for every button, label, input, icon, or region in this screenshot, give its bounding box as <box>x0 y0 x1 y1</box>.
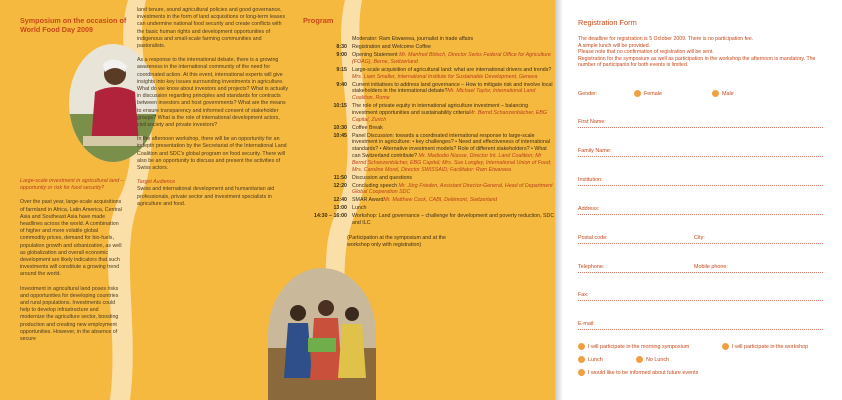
col2-paragraph-2: As a response to the international debate, there is a growing awareness in the international community of the need for coordinated action. At this event, international experts will give insights into key issues surrounding investments in agriculture. What do we know about investors and projects? What is actually in discussion regarding principles and standards for contracts between investors and host governments? What are the means to ensure transparency and informed consent of stakeholder groups? What is the role of international development actors, civil society and private investors? <box>137 57 289 129</box>
program-note: (Participation at the symposium and at the workshop only with registration) <box>347 234 446 248</box>
no-lunch-option[interactable]: No Lunch <box>636 356 669 363</box>
program-desc <box>352 197 555 204</box>
program-time: 13:00 <box>333 205 347 212</box>
program-item <box>303 213 555 227</box>
program-desc <box>352 133 555 174</box>
program-desc <box>352 103 555 123</box>
program-speaker: Mr. Matthew Cock, CABI, Delémont, Switzerland <box>383 197 498 204</box>
program-desc-text: Large-scale acquisition of agricultural land: what are international drivers and trends? <box>352 66 552 73</box>
registration-form <box>578 18 823 69</box>
lunch-option[interactable]: Lunch <box>578 356 603 363</box>
female-option[interactable]: Female <box>634 90 662 97</box>
program-item <box>303 197 555 204</box>
fax-field[interactable]: Fax: <box>578 292 823 301</box>
program-desc <box>352 183 555 197</box>
target-audience-heading: Target Audience <box>137 179 176 186</box>
program-desc-text: Current initiatives to address land governance – How to mitigate risk and involve local stakeholders in the international debate? <box>352 81 553 95</box>
program-desc-text: Registration and Welcome Coffee <box>352 43 432 50</box>
female-radio[interactable] <box>634 90 641 97</box>
intro-line: Please note that no confirmation of registration will be sent. <box>578 49 714 56</box>
program-item <box>303 205 555 212</box>
program-desc-text: Coffee Break <box>352 124 383 131</box>
program-item <box>303 67 555 81</box>
workshop-option[interactable]: I will participate in the workshop <box>722 343 808 350</box>
program-speaker: Mr. Manfred Bötsch, Director Swiss Federal Office for Agriculture (FOAG), Berne, Switzerland <box>352 51 551 65</box>
col1-paragraph-2: Investment in agricultural land poses risks and opportunities for developing countries and rural populations. Investments could help to develop infrastructure and modernize the agriculture sector, boosting production and creating new employment opportunities. However, in the absence of secure <box>20 285 119 343</box>
program-time: 9:40 <box>336 81 347 88</box>
program-desc <box>352 175 555 182</box>
intro-line: Registration for the symposium as well as participation in the workshop the afternoon is mandatory. The number of participants for both events is limited. <box>578 55 816 69</box>
family-name-field[interactable]: Family Name: <box>578 148 823 157</box>
program-desc <box>352 82 555 102</box>
program-time: 12:20 <box>333 182 347 189</box>
program-desc <box>352 52 555 66</box>
postal-city-field[interactable]: Postal code: City: <box>578 235 823 244</box>
institution-field[interactable]: Institution: <box>578 177 823 186</box>
program-speaker: Mr. Bernd Schanzenbächer, EBG Capital, Zurich <box>352 109 548 123</box>
program-desc-text: Concluding speech <box>352 182 399 189</box>
program-item <box>303 44 555 51</box>
program-list <box>303 36 555 249</box>
program-desc-text: Discussion and questions <box>352 174 413 181</box>
program-speaker: Mr. Jörg Frieden, Assistant Director-General, Head of Department Global Cooperation SDC <box>352 182 553 196</box>
first-name-field[interactable]: First Name: <box>578 119 823 128</box>
program-speaker: Mr. Madiodio Niasse, Director Int. Land Coalition; Mr Bernd Schanzenbächer, EBG Capital; Mrs. Sue Longley, International Union of Food; Mrs. Caroline Morel, Director SWISSAID; Facilitator: Ram Etwareea <box>352 153 552 173</box>
symposium-column-2 <box>137 7 289 215</box>
symposium-option[interactable]: I will participate in the morning symposium <box>578 343 689 350</box>
program-desc <box>352 205 555 212</box>
program-speaker: Mr. Michael Taylor, International Land Coalition, Rome <box>352 88 536 102</box>
program-time: 9:15 <box>336 66 347 73</box>
program-time: 10:15 <box>333 103 347 110</box>
program-item <box>303 133 555 174</box>
male-radio[interactable] <box>712 90 719 97</box>
program-time: 9:00 <box>336 51 347 58</box>
program-desc-text: Workshop: Land governance – challenge for development and poverty reduction, SDC and ILC <box>352 213 555 227</box>
program-desc <box>352 125 555 132</box>
page-fold <box>555 0 563 400</box>
email-field[interactable]: E-mail: <box>578 321 823 330</box>
program-time: 10:45 <box>333 132 347 139</box>
program-desc-text: The role of private equity in international agriculture investment – balancing investment opportunities and sustainability criteria <box>352 103 529 116</box>
col1-heading: Large-scale investment in agricultural land – opportunity or risk for food security? <box>20 178 124 192</box>
program-time: 12:40 <box>333 197 347 204</box>
col2-paragraph-1: land tenure, sound agricultural policies and good governance, investments in the form of land acquisitions or long-term leases can undermine national food security and create conflicts with the basic human rights and development opportunities of indigenous and small-scale farming communities and pastoralists. <box>137 7 286 50</box>
program-desc-text: SMAR Award <box>352 197 384 204</box>
program-item <box>303 36 555 43</box>
symposium-title: Symposium on the occasion of World Food Day 2009 <box>20 16 127 34</box>
gender-label: Gender: <box>578 91 598 97</box>
program-item <box>303 82 555 102</box>
program-time: 10:30 <box>333 124 347 131</box>
program-item <box>303 175 555 182</box>
col2-paragraph-3: In the afternoon workshop, there will be an opportunity for an indepth presentation by the Secretariat of the International Land Coalition and SDC's global program on food security. There will also be an opportunity to discuss and present the activities of Swiss actors. <box>137 136 287 172</box>
intro-line: A simple lunch will be provided. <box>578 42 651 49</box>
market-photo <box>268 268 376 400</box>
target-audience-text: Swiss and international development and humanitarian aid professionals, private sector and investment specialists in agriculture and food. <box>137 186 275 207</box>
program-item <box>303 183 555 197</box>
program-desc <box>352 213 555 227</box>
no-lunch-radio[interactable] <box>636 356 643 363</box>
inform-option[interactable]: I would like to be informed about future events <box>578 369 698 376</box>
symposium-column-1 <box>20 178 124 350</box>
program-desc <box>352 67 555 81</box>
registration-title: Registration Form <box>578 18 637 27</box>
col1-paragraph-1: Over the past year, large-scale acquisitions of farmland in Africa, Latin America, Central Asia and Southeast Asia have made headlines across the world. A combination of higher and more volatile global commodity prices, demand for bio-fuels, population growth and urbanization, as well as globalization and overall economic development are likely indicators that such investments will constitute a growing trend around the world. <box>20 199 122 278</box>
inform-radio[interactable] <box>578 369 585 376</box>
program-item <box>303 125 555 132</box>
program-title: Program <box>303 16 334 25</box>
program-desc-text: Panel Discussion: towards a coordinated international response to large-scale investment in agriculture: • key challenges? • Need and effectiveness of international standards? • Alternative investment models? Role of different stakeholders? • What can Switzerland contribute? <box>352 132 550 160</box>
program-time: 8:30 <box>336 43 347 50</box>
workshop-radio[interactable] <box>722 343 729 350</box>
program-desc-text: Opening Statement <box>352 51 400 58</box>
program-desc-text: Lunch <box>352 205 367 212</box>
male-option[interactable]: Male <box>712 90 734 97</box>
program-item <box>303 52 555 66</box>
program-desc <box>352 36 555 43</box>
program-desc <box>352 44 555 51</box>
program-desc-text: Moderator: Ram Etwareea, journalist in trade affairs <box>352 36 474 42</box>
symposium-radio[interactable] <box>578 343 585 350</box>
program-time: 11:50 <box>333 174 347 181</box>
program-item <box>303 103 555 123</box>
address-field[interactable]: Address: <box>578 206 823 215</box>
program-time <box>303 36 352 43</box>
registration-intro <box>578 36 823 69</box>
lunch-radio[interactable] <box>578 356 585 363</box>
intro-line: The deadline for registration is 5 October 2009. There is no participation fee. <box>578 36 754 42</box>
program-time: 14:30 – 16:00 <box>314 213 347 220</box>
telephone-field[interactable]: Telephone: Mobile phone: <box>578 264 823 273</box>
program-speaker: Mrs. Liam Smaller, International Institute for Sustainable Development, Geneva <box>352 73 538 80</box>
